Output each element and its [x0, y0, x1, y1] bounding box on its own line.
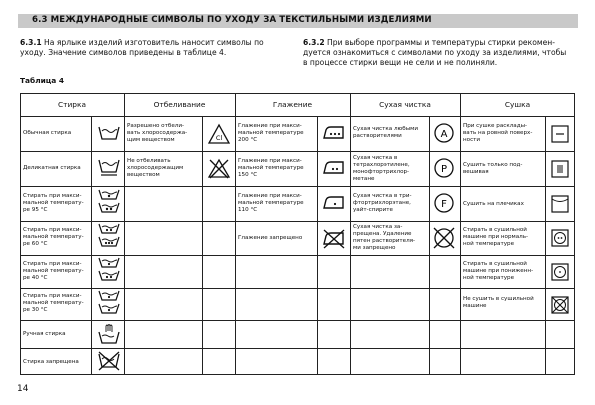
para-line: уходу. Значение символов приведены в таблице 4.	[20, 48, 227, 57]
dry-text: Не сушить в сушильной машине	[463, 296, 534, 309]
header-dry-clean: Сухая чистка	[379, 100, 431, 109]
bleach-text: Разрешено отбели- вать хлоросодержа- щим веществом	[127, 123, 188, 143]
paragraph-6-3-2	[303, 38, 578, 68]
iron-text: Глажение при макси- мальной температуре 110 °С	[238, 193, 304, 213]
wash-text: Стирать при макси- мальной температу- ре 30 °С	[23, 293, 84, 313]
para-line: дуется ознакомиться с символами по уходу за изделиями, чтобы	[303, 48, 567, 57]
no-iron-icon	[321, 227, 347, 251]
dry-text: Стирать в сушильной машине при пониженн- ной температуре	[463, 261, 534, 281]
care-symbols-table	[20, 93, 575, 375]
iron-text: Глажение при макси- мальной температуре 200 °С	[238, 123, 304, 143]
page-number: 14	[17, 384, 29, 394]
para-line: На ярлыке изделий изготовитель наносит символы по	[44, 38, 264, 47]
dry-clean-text: Сухая чистка в три- фтортрихлорэтане, уайт-спирите	[353, 193, 412, 213]
wash-text: Стирка запрещена	[23, 359, 79, 365]
line-dry-icon	[551, 195, 569, 213]
wash-30-icon	[98, 290, 120, 318]
dry-clean-letter: A	[440, 129, 448, 140]
dry-clean-text: Сухая чистка в тетрахлорэтилене, монофтортрихлор- метане	[353, 155, 410, 182]
section-title: 6.3 МЕЖДУНАРОДНЫЕ СИМВОЛЫ ПО УХОДУ ЗА ТЕКСТИЛЬНЫМИ ИЗДЕЛИЯМИ	[32, 15, 432, 25]
do-not-wash-icon	[97, 351, 121, 372]
wash-text: Обычная стирка	[23, 130, 72, 136]
no-bleach-icon	[207, 157, 231, 181]
header-dry: Сушка	[504, 100, 531, 109]
iron-low-icon	[322, 195, 346, 211]
hand-wash-icon	[97, 322, 121, 346]
iron-medium-icon	[322, 160, 346, 176]
table-caption: Таблица 4	[20, 76, 64, 85]
header-iron: Глажение	[272, 100, 313, 109]
bleach-text: Не отбеливать хлоросодержащим веществом	[127, 158, 184, 178]
iron-hot-icon	[322, 125, 346, 141]
no-dry-clean-icon	[431, 226, 457, 250]
dry-clean-text: Сухая чистка за- прещена. Удаление пятен растворителя- ми запрещено	[353, 224, 416, 251]
tumble-dry-normal-icon	[551, 229, 569, 247]
dry-text: Сушить на плечиках	[463, 201, 524, 207]
dry-text: Сушить только под- вешивая	[463, 162, 523, 175]
wash-text: Стирать при макси- мальной температу- ре 40 °С	[23, 261, 84, 281]
wash-60-icon	[98, 223, 120, 253]
paragraph-6-3-1	[20, 38, 290, 58]
wash-text: Деликатная стирка	[23, 165, 81, 171]
dry-clean-letter: F	[441, 199, 447, 210]
wash-text: Стирать при макси- мальной температу- ре 60 °С	[23, 227, 84, 247]
iron-text: Глажение запрещено	[238, 235, 303, 241]
wash-text: Ручная стирка	[23, 331, 66, 337]
section-banner	[18, 14, 578, 28]
no-tumble-dry-icon	[550, 295, 570, 315]
dry-clean-text: Сухая чистка любыми растворителями	[353, 126, 418, 139]
dry-clean-letter: P	[440, 164, 448, 175]
wash-95-icon	[98, 189, 120, 219]
dry-clean-any-icon	[433, 122, 455, 144]
dry-text: Стирать в сушильной машине при нормаль- ной температуре	[463, 227, 529, 247]
para-line: в процессе стирки вещи не сели и не полиняли.	[303, 58, 498, 67]
wash-40-icon	[98, 257, 120, 287]
para-number: 6.3.1	[20, 38, 42, 47]
wash-gentle-icon	[98, 157, 120, 179]
header-wash: Стирка	[58, 100, 86, 109]
para-number: 6.3.2	[303, 38, 325, 47]
bleach-icon-label: Cl	[215, 134, 223, 142]
para-line: При выборе программы и температуры стирки рекомен-	[327, 38, 555, 47]
header-bleach: Отбеливание	[153, 100, 206, 109]
dry-clean-p-icon	[433, 157, 455, 179]
iron-text: Глажение при макси- мальной температуре 150 °С	[238, 158, 304, 178]
dry-text: При сушке расклады- вать на ровной поверх- ности	[463, 123, 533, 143]
drip-dry-icon	[551, 160, 569, 178]
bleach-allowed-icon	[207, 123, 231, 145]
wash-tub-icon	[98, 124, 120, 142]
tumble-dry-low-icon	[551, 263, 569, 281]
wash-text: Стирать при макси- мальной температу- ре 95 °С	[23, 193, 84, 213]
dry-flat-icon	[551, 125, 569, 143]
dry-clean-f-icon	[433, 192, 455, 214]
